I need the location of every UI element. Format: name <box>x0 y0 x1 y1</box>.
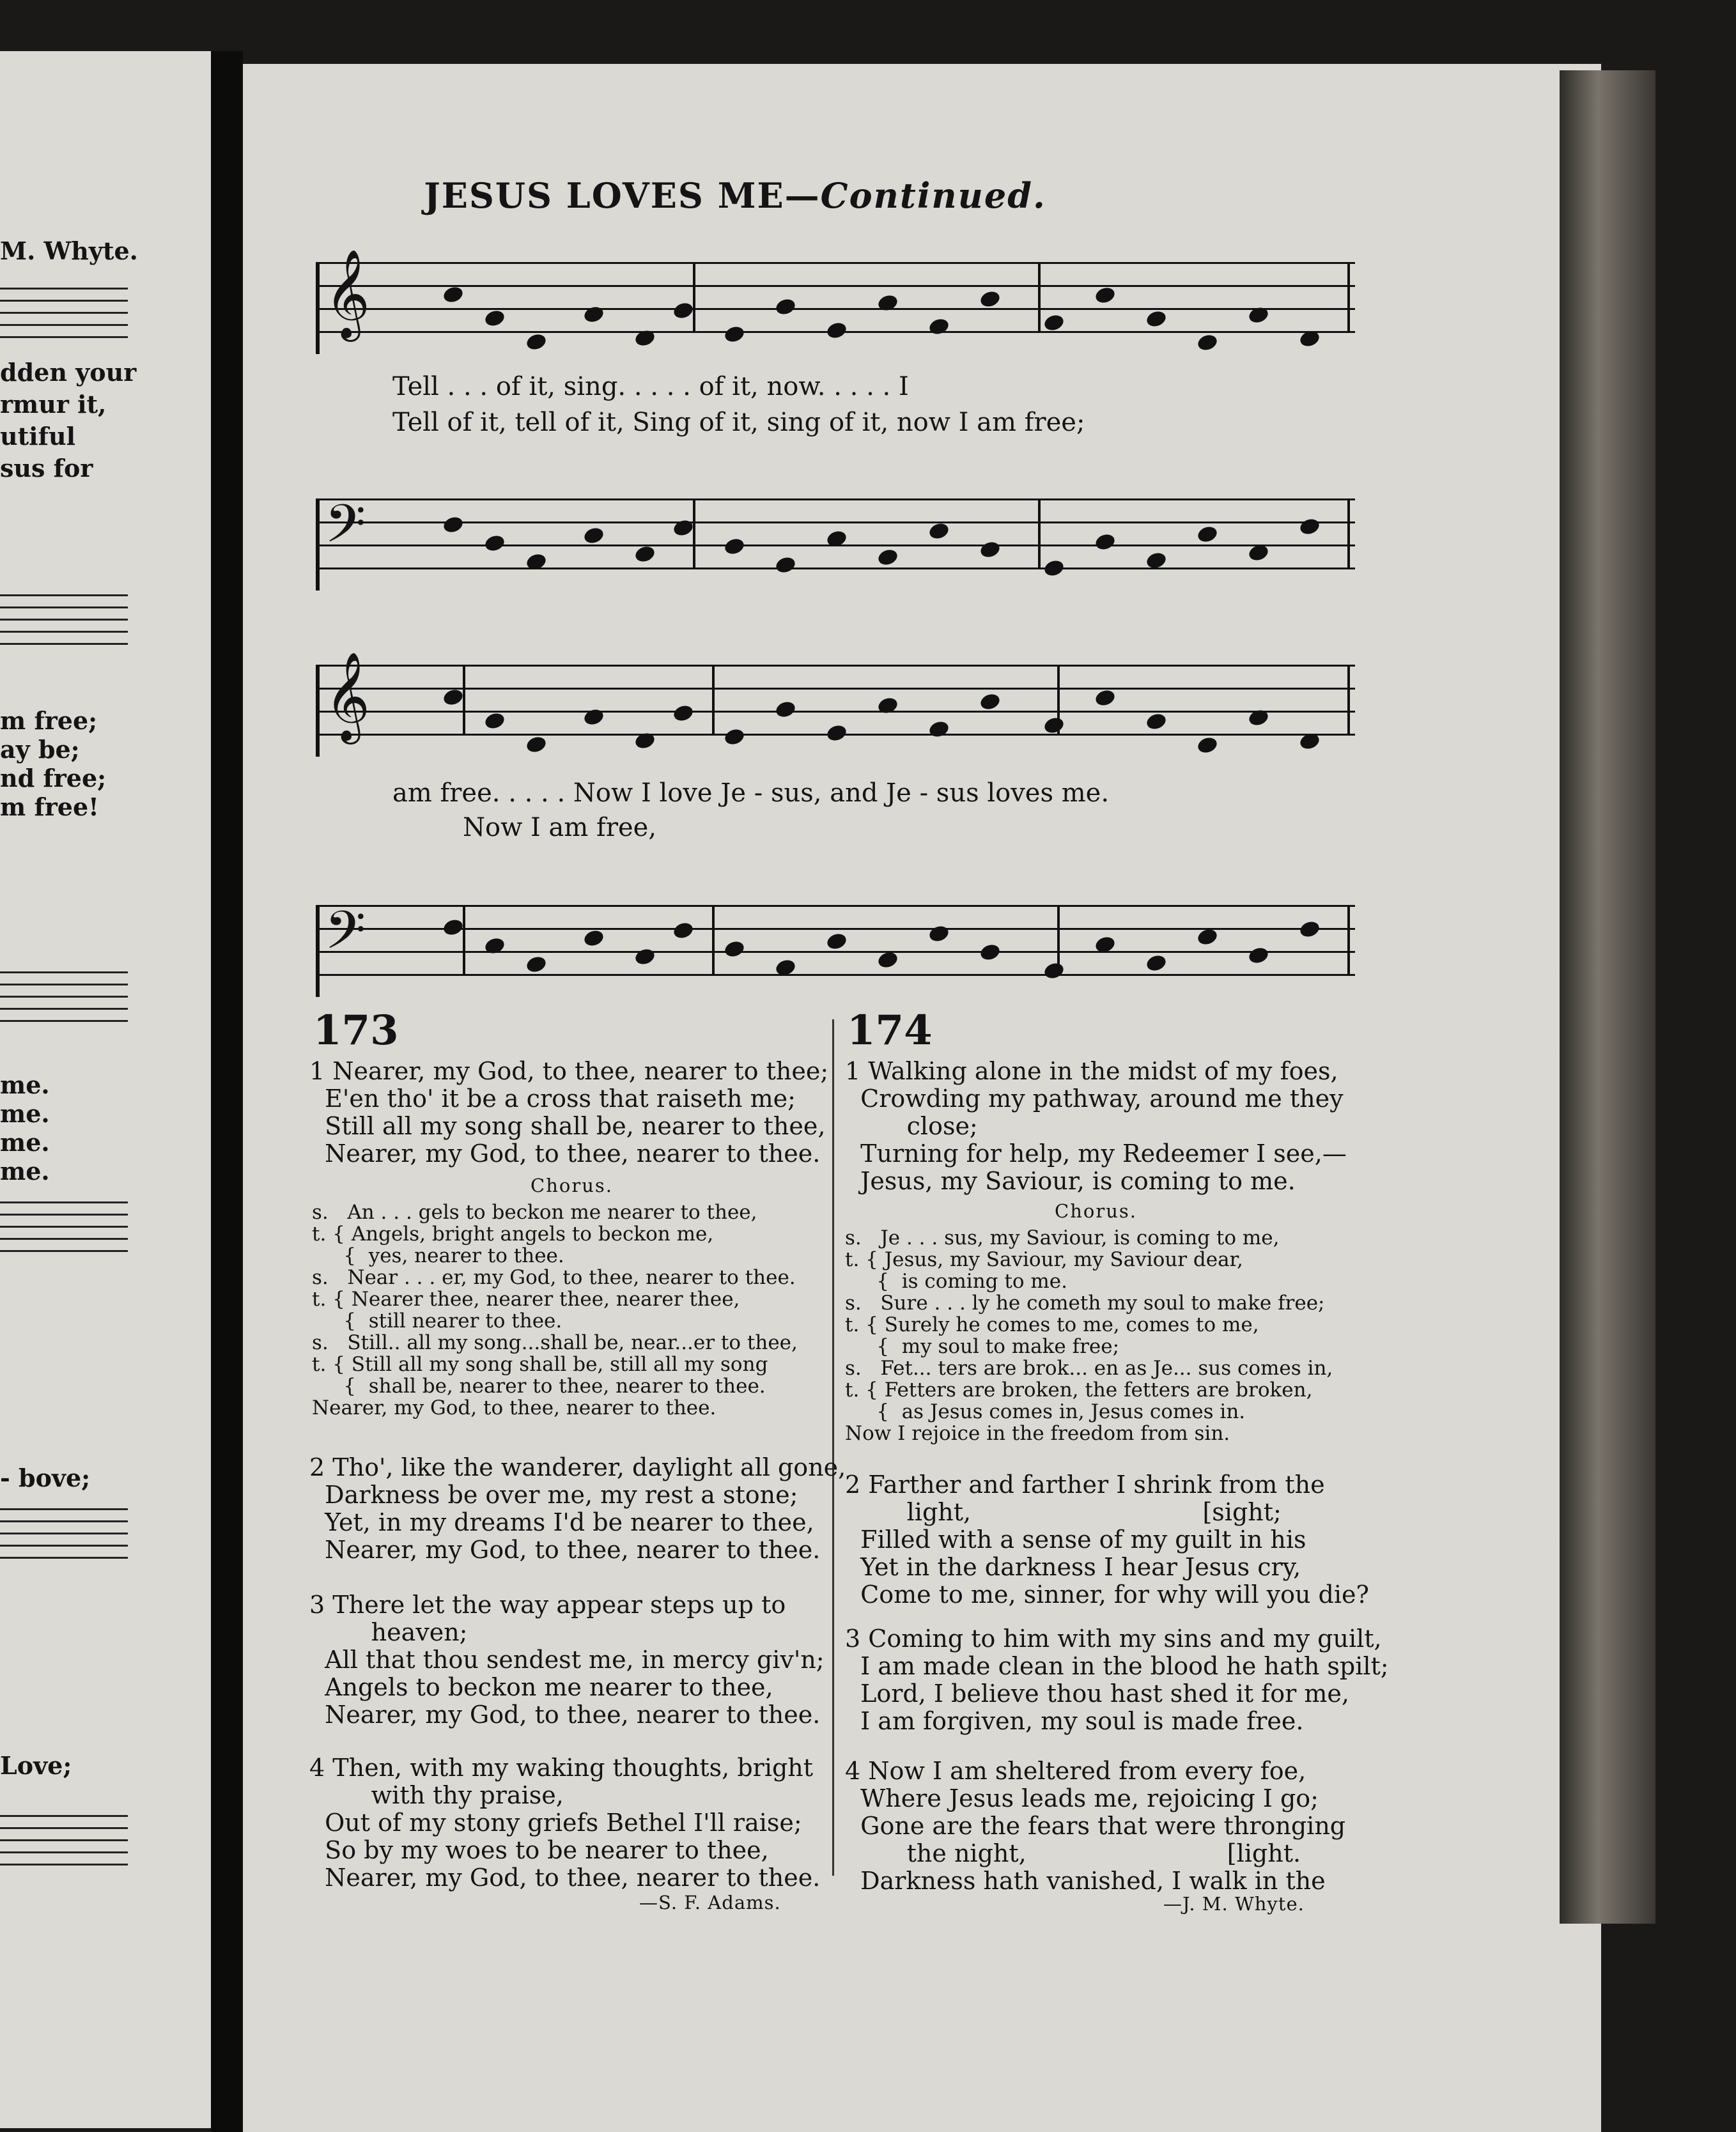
hymn-174-number: 174 <box>847 1007 933 1054</box>
text-line: 4 Then, with my waking thoughts, bright <box>309 1754 814 1782</box>
bar-line <box>1057 905 1060 976</box>
left-page-line: utiful <box>0 422 76 451</box>
hymn-173-verse-2 <box>309 1454 846 1564</box>
text-line: t. { Surely he comes to me, comes to me, <box>845 1313 1259 1336</box>
left-page-line: me. <box>0 1070 50 1099</box>
text-line: with thy praise, <box>309 1781 564 1809</box>
text-line: Out of my stony griefs Bethel I'll raise; <box>309 1809 802 1837</box>
text-line: 1 Walking alone in the midst of my foes, <box>845 1057 1338 1085</box>
text-line: s. Je . . . sus, my Saviour, is coming to me, <box>845 1226 1280 1249</box>
text-line: Still all my song shall be, nearer to thee, <box>309 1112 826 1140</box>
left-page-line: nd free; <box>0 764 107 792</box>
hymn-173-chorus-label: Chorus. <box>531 1175 613 1196</box>
bass-clef-icon: 𝄢 <box>325 899 366 974</box>
hymn-173-attribution: —S. F. Adams. <box>639 1892 781 1913</box>
left-page-line: me. <box>0 1128 50 1157</box>
bar-line <box>712 905 715 976</box>
hymn-174-verse-1 <box>845 1058 1347 1195</box>
text-line: Turning for help, my Redeemer I see,— <box>845 1139 1347 1168</box>
hymn-173-verse-4 <box>309 1754 820 1892</box>
hymn-173-verse-1 <box>309 1058 828 1168</box>
text-line: Nearer, my God, to thee, nearer to thee. <box>309 1864 821 1892</box>
text-line: Lord, I believe thou hast shed it for me, <box>845 1680 1349 1708</box>
left-page-line: me. <box>0 1099 50 1128</box>
text-line: { yes, nearer to thee. <box>312 1244 564 1267</box>
left-page-line: dden your <box>0 358 137 387</box>
text-line: 2 Farther and farther I shrink from the <box>845 1471 1325 1499</box>
left-page-line: m free! <box>0 792 99 821</box>
left-page-staff <box>0 971 128 1023</box>
hymn-174-chorus <box>845 1227 1333 1444</box>
text-line: s. Still.. all my song...shall be, near...er to thee, <box>312 1331 798 1354</box>
text-line: { shall be, nearer to thee, nearer to thee. <box>312 1375 766 1398</box>
bar-line <box>1347 498 1350 569</box>
text-line: t. { Fetters are broken, the fetters are broken, <box>845 1379 1313 1402</box>
text-line: { is coming to me. <box>845 1270 1067 1293</box>
bar-line <box>693 498 695 569</box>
text-line: close; <box>845 1112 978 1140</box>
text-line: All that thou sendest me, in mercy giv'n; <box>309 1646 825 1674</box>
bar-line <box>1038 262 1041 333</box>
text-line: 4 Now I am sheltered from every foe, <box>845 1757 1306 1785</box>
left-page-staff <box>0 594 128 645</box>
left-page-line: sus for <box>0 454 93 483</box>
text-line: light, [sight; <box>845 1498 1282 1526</box>
text-line: 3 There let the way appear steps up to <box>309 1591 786 1619</box>
left-page-fragment <box>0 51 211 2128</box>
text-line: Jesus, my Saviour, is coming to me. <box>845 1167 1296 1195</box>
left-page-line: rmur it, <box>0 390 107 419</box>
text-line: Nearer, my God, to thee, nearer to thee. <box>312 1396 717 1419</box>
hymn-173-chorus <box>312 1201 798 1419</box>
title-main: JESUS LOVES ME— <box>424 175 821 216</box>
text-line: Crowding my pathway, around me they <box>845 1085 1344 1113</box>
lyric-line-2: Tell of it, tell of it, Sing of it, sing of it, now I am free; <box>392 408 1085 437</box>
lyric-line-1: Tell . . . of it, sing. . . . . of it, now. . . . . I <box>392 372 909 401</box>
hymn-173-number: 173 <box>313 1007 399 1054</box>
left-page-staff <box>0 288 128 339</box>
hymn-174-attribution: —J. M. Whyte. <box>1163 1893 1305 1915</box>
bar-line <box>1347 262 1350 333</box>
lyric-line-2: Now I am free, <box>463 813 657 842</box>
left-page-line: Love; <box>0 1751 72 1780</box>
bar-line <box>1057 665 1060 736</box>
bar-line <box>463 905 465 976</box>
text-line: s. Near . . . er, my God, to thee, nearer to thee. <box>312 1266 796 1289</box>
text-line: 1 Nearer, my God, to thee, nearer to thee; <box>309 1057 829 1085</box>
text-line: Yet, in my dreams I'd be nearer to thee, <box>309 1508 814 1536</box>
text-line: I am made clean in the blood he hath spilt; <box>845 1652 1389 1680</box>
hymn-174-chorus-label: Chorus. <box>1055 1200 1137 1222</box>
text-line: the night, [light. <box>845 1839 1301 1867</box>
title-continued: Continued. <box>820 175 1046 216</box>
text-line: E'en tho' it be a cross that raiseth me; <box>309 1085 796 1113</box>
left-page-line: me. <box>0 1157 50 1186</box>
text-line: Darkness hath vanished, I walk in the <box>845 1867 1326 1895</box>
bar-line <box>463 665 465 736</box>
left-page-line: m free; <box>0 706 98 735</box>
text-line: t. { Still all my song shall be, still all my song <box>312 1353 768 1376</box>
text-line: s. Fet... ters are brok... en as Je... sus comes in, <box>845 1357 1333 1380</box>
bass-staff <box>316 899 1355 997</box>
text-line: Nearer, my God, to thee, nearer to thee. <box>309 1139 821 1168</box>
text-line: { as Jesus comes in, Jesus comes in. <box>845 1400 1246 1423</box>
column-divider <box>832 1019 834 1876</box>
text-line: Nearer, my God, to thee, nearer to thee. <box>309 1536 821 1564</box>
text-line: t. { Angels, bright angels to beckon me, <box>312 1223 714 1246</box>
treble-clef-icon: 𝄞 <box>325 652 370 741</box>
text-line: I am forgiven, my soul is made free. <box>845 1707 1304 1735</box>
text-line: Filled with a sense of my guilt in his <box>845 1526 1306 1554</box>
bass-clef-icon: 𝄢 <box>325 493 366 568</box>
left-page-staff <box>0 1815 128 1866</box>
text-line: s. An . . . gels to beckon me nearer to thee, <box>312 1201 757 1224</box>
text-line: { my soul to make free; <box>845 1335 1120 1358</box>
text-line: 2 Tho', like the wanderer, daylight all gone, <box>309 1453 846 1481</box>
bar-line <box>693 262 695 333</box>
text-line: Now I rejoice in the freedom from sin. <box>845 1422 1230 1445</box>
text-line: Come to me, sinner, for why will you die? <box>845 1580 1369 1609</box>
text-line: { still nearer to thee. <box>312 1309 562 1332</box>
bar-line <box>1347 665 1350 736</box>
page-edge-shadow <box>1560 70 1655 1924</box>
left-page-line: ay be; <box>0 735 80 764</box>
book-gutter <box>211 51 243 2132</box>
text-line: 3 Coming to him with my sins and my guilt, <box>845 1625 1382 1653</box>
text-line: Gone are the fears that were thronging <box>845 1812 1346 1840</box>
bar-line <box>1038 498 1041 569</box>
left-page-staff <box>0 1508 128 1559</box>
hymn-174-verse-4 <box>845 1757 1345 1895</box>
text-line: t. { Jesus, my Saviour, my Saviour dear, <box>845 1248 1243 1271</box>
text-line: Where Jesus leads me, rejoicing I go; <box>845 1784 1319 1812</box>
text-line: Yet in the darkness I hear Jesus cry, <box>845 1553 1301 1581</box>
hymn-174-verse-3 <box>845 1625 1389 1735</box>
text-line: Darkness be over me, my rest a stone; <box>309 1481 798 1509</box>
text-line: s. Sure . . . ly he cometh my soul to make free; <box>845 1292 1325 1315</box>
left-page-line: - bove; <box>0 1464 91 1492</box>
left-page-staff <box>0 1201 128 1253</box>
text-line: Nearer, my God, to thee, nearer to thee. <box>309 1701 821 1729</box>
hymn-173-verse-3 <box>309 1591 825 1729</box>
hymn-174-verse-2 <box>845 1471 1369 1609</box>
left-page-header: M. Whyte. <box>0 236 138 265</box>
bar-line <box>712 665 715 736</box>
bar-line <box>1347 905 1350 976</box>
text-line: t. { Nearer thee, nearer thee, nearer thee, <box>312 1288 740 1311</box>
text-line: heaven; <box>309 1618 468 1646</box>
text-line: Angels to beckon me nearer to thee, <box>309 1673 773 1701</box>
text-line: So by my woes to be nearer to thee, <box>309 1836 769 1864</box>
lyric-line-1: am free. . . . . Now I love Je - sus, and Je - sus loves me. <box>392 778 1110 808</box>
treble-clef-icon: 𝄞 <box>325 249 370 338</box>
page-title <box>320 175 1151 216</box>
